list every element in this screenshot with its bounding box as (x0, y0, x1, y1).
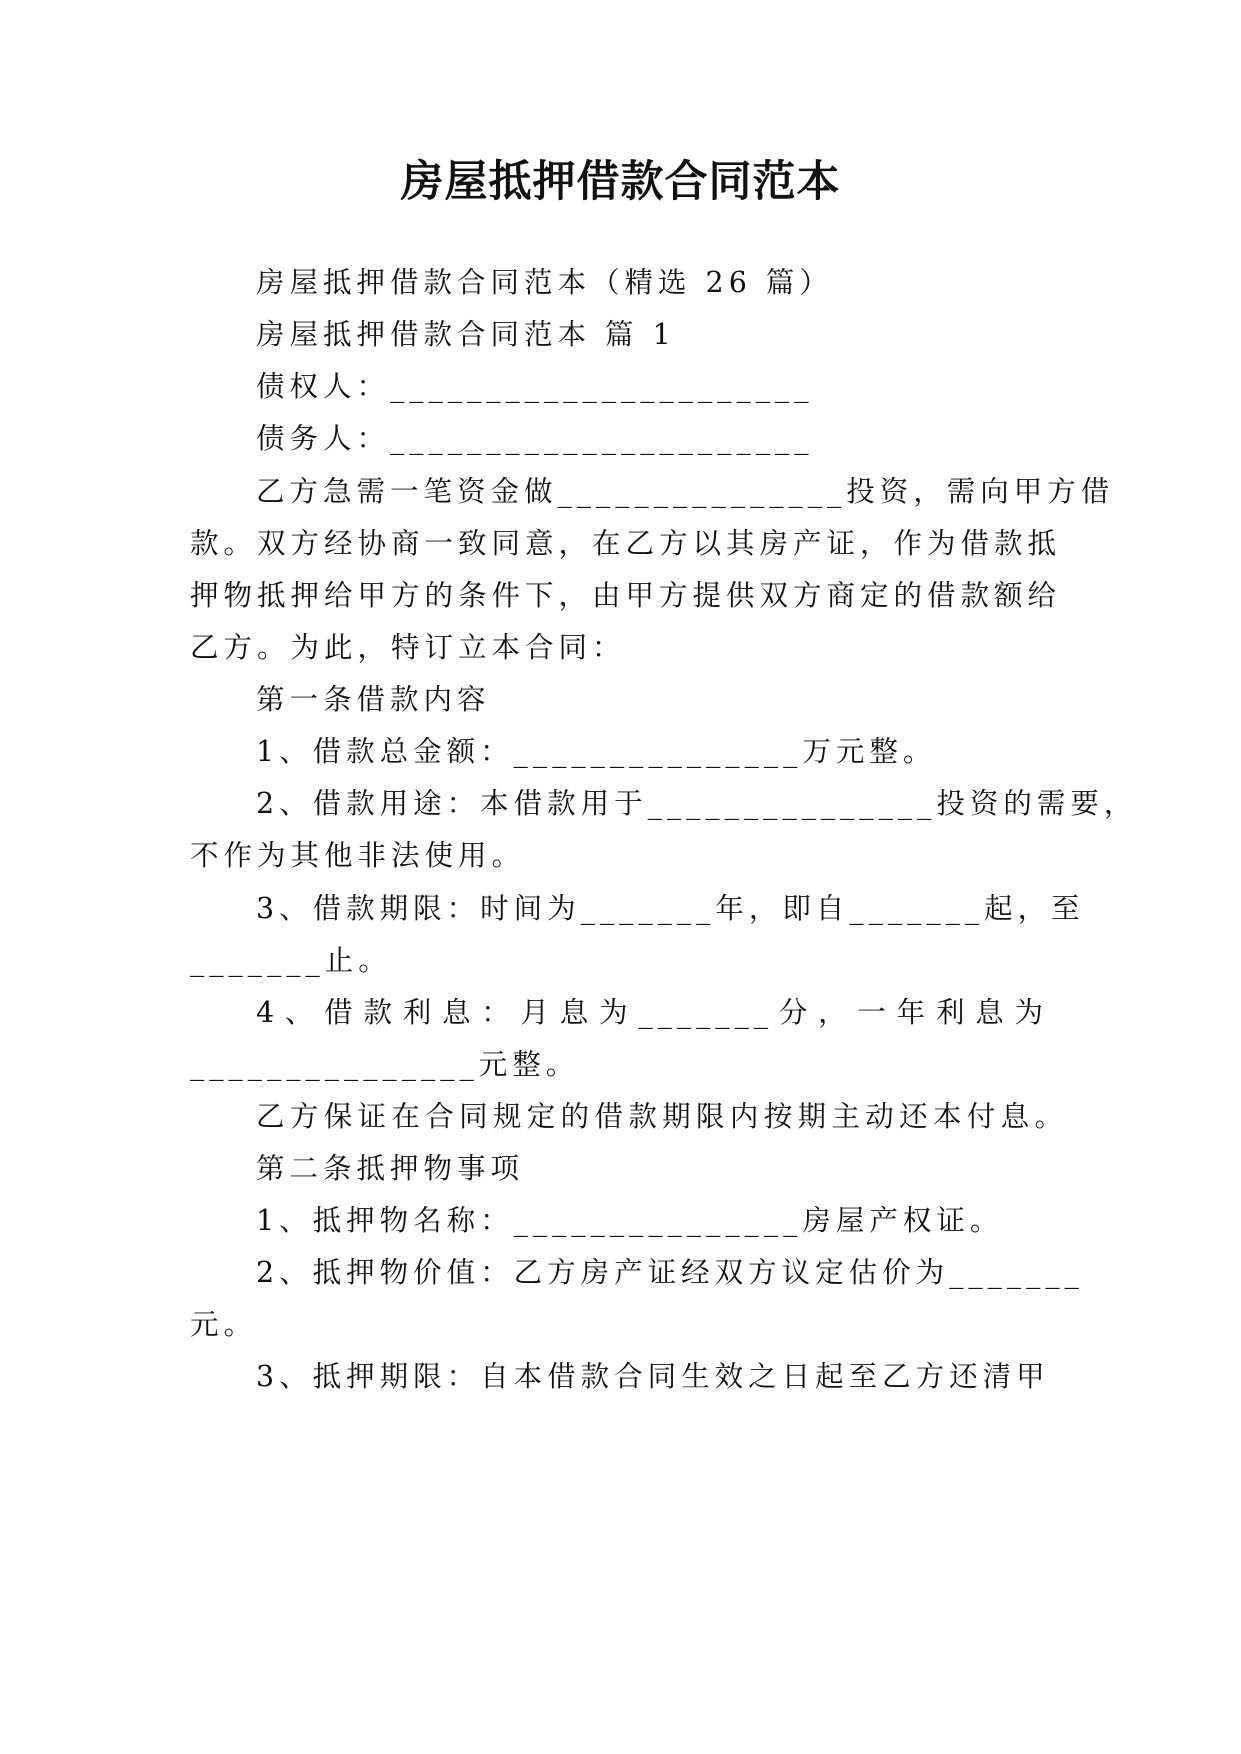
clause-line: 3、抵押期限：自本借款合同生效之日起至乙方还清甲 (256, 1360, 1050, 1393)
paragraph-line: 押物抵押给甲方的条件下，由甲方提供双方商定的借款额给 (190, 579, 1062, 612)
clause-line: _______止。 (190, 944, 392, 977)
document-title: 房屋抵押借款合同范本 (400, 157, 841, 207)
paragraph-line: 乙方急需一笔资金做_______________投资，需向甲方借 (256, 475, 1115, 508)
paragraph-line: 乙方。为此，特订立本合同： (190, 631, 626, 664)
debtor-field: 债务人：______________________ (256, 422, 814, 455)
clause-line: _______________元整。 (190, 1048, 580, 1081)
clause-line: 1、抵押物名称：_______________房屋产权证。 (256, 1204, 1004, 1237)
paragraph-line: 款。双方经协商一致同意，在乙方以其房产证，作为借款抵 (190, 527, 1062, 560)
clause-line: 2、借款用途：本借款用于_______________投资的需要， (256, 787, 1138, 820)
clause-line: 不作为其他非法使用。 (190, 839, 526, 872)
clause-line: 3、借款期限：时间为_______年，即自_______起，至 (256, 892, 1085, 925)
article-heading: 第二条抵押物事项 (256, 1152, 525, 1185)
clause-line: 乙方保证在合同规定的借款期限内按期主动还本付息。 (256, 1100, 1068, 1133)
subtitle-line: 房屋抵押借款合同范本（精选 26 篇） (256, 266, 833, 299)
clause-line: 元。 (190, 1308, 258, 1341)
article-heading: 第一条借款内容 (256, 683, 491, 716)
clause-line: 2、抵押物价值：乙方房产证经双方议定估价为_______ (256, 1256, 1084, 1289)
creditor-field: 债权人：______________________ (256, 370, 814, 403)
clause-line: 4、借款利息：月息为_______分，一年利息为 (256, 996, 1048, 1029)
clause-line: 1、借款总金额：_______________万元整。 (256, 735, 937, 768)
section-heading-piece-1: 房屋抵押借款合同范本 篇 1 (256, 318, 676, 351)
